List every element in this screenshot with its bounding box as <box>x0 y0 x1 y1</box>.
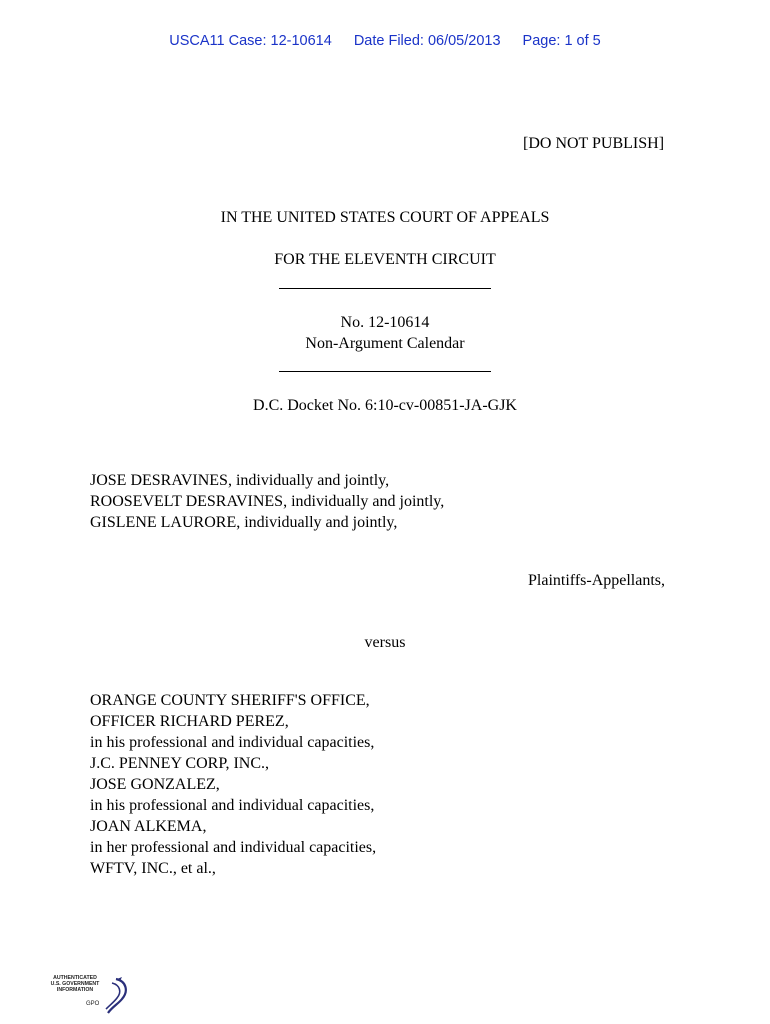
court-title: IN THE UNITED STATES COURT OF APPEALS <box>220 209 550 226</box>
filing-header <box>0 33 770 49</box>
case-number: No. 12-10614 <box>340 314 430 331</box>
gpo-authentication-seal <box>44 975 130 1015</box>
publish-note: [DO NOT PUBLISH] <box>523 135 665 152</box>
versus-label: versus <box>364 634 406 651</box>
plaintiff-name: JOSE DESRAVINES, individually and jointly, <box>90 472 390 489</box>
date-filed-header: Date Filed: 06/05/2013 <box>353 33 501 49</box>
divider-top <box>279 288 491 289</box>
gpo-seal-line: INFORMATION <box>56 987 94 993</box>
defendant-line: JOAN ALKEMA, <box>90 818 207 835</box>
defendant-line: OFFICER RICHARD PEREZ, <box>90 713 289 730</box>
defendant-line: in her professional and individual capacities, <box>90 839 377 856</box>
gpo-seal-text <box>44 975 106 993</box>
divider-bottom <box>279 371 491 372</box>
plaintiffs-list <box>90 470 444 533</box>
defendant-line: in his professional and individual capacities, <box>90 734 375 751</box>
defendant-line: JOSE GONZALEZ, <box>90 776 220 793</box>
docket-number: D.C. Docket No. 6:10-cv-00851-JA-GJK <box>253 397 517 414</box>
defendants-list <box>90 690 376 879</box>
defendant-line: J.C. PENNEY CORP, INC., <box>90 755 269 772</box>
defendant-line: WFTV, INC., et al., <box>90 860 216 877</box>
gpo-mark-text: GPO <box>86 1001 100 1007</box>
plaintiffs-role: Plaintiffs-Appellants, <box>528 572 666 589</box>
eagle-icon <box>102 977 130 1015</box>
page-count-header: Page: 1 of 5 <box>522 33 601 49</box>
case-number-header: USCA11 Case: 12-10614 <box>169 33 332 49</box>
calendar-type: Non-Argument Calendar <box>305 335 465 352</box>
circuit-title: FOR THE ELEVENTH CIRCUIT <box>274 251 496 268</box>
gpo-seal-line: U.S. GOVERNMENT <box>50 981 100 987</box>
defendant-line: in his professional and individual capacities, <box>90 797 375 814</box>
plaintiff-name: ROOSEVELT DESRAVINES, individually and jointly, <box>90 493 445 510</box>
plaintiff-name: GISLENE LAURORE, individually and jointly, <box>90 514 398 531</box>
gpo-seal-line: AUTHENTICATED <box>53 975 97 981</box>
defendant-line: ORANGE COUNTY SHERIFF'S OFFICE, <box>90 692 370 709</box>
